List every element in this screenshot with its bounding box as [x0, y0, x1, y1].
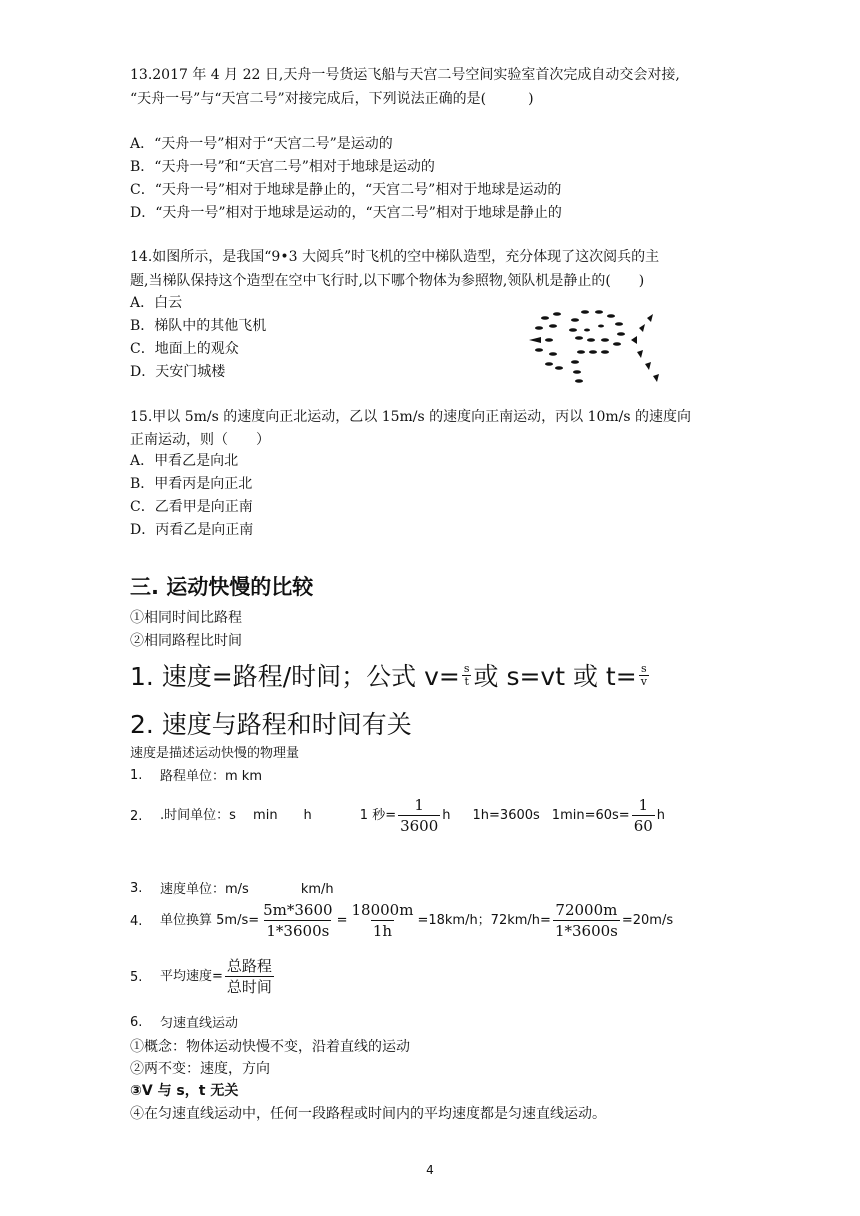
item-number-1: 1. — [130, 768, 143, 783]
fraction-5m-3600 — [261, 900, 334, 941]
item-unit-conversion — [160, 900, 673, 941]
fraction-denominator: v — [640, 674, 647, 688]
q13-option-c: C．“天舟一号”相对于地球是静止的，“天宫二号”相对于地球是运动的 — [130, 182, 562, 198]
uniform-independence: ③V 与 s，t 无关 — [130, 1083, 239, 1099]
item-speed-units: 速度单位：m/s km/h — [160, 882, 334, 897]
item-number-4: 4. — [130, 914, 143, 929]
speed-formula-heading — [130, 657, 651, 693]
fraction-denominator: 3600 — [400, 817, 439, 835]
q13-option-a: A．“天舟一号”相对于“天宫二号”是运动的 — [130, 136, 393, 152]
formula-middle: 或 s=vt 或 t= — [473, 662, 637, 691]
minute-conversion: 1min=60s= — [551, 807, 630, 823]
q14-option-b: B．梯队中的其他飞机 — [130, 318, 267, 334]
fraction-total-distance-over-time — [225, 956, 274, 997]
section-title: 三. 运动快慢的比较 — [130, 575, 314, 599]
conversion-middle: =18km/h；72km/h= — [417, 912, 551, 928]
item-number-6: 6. — [130, 1015, 143, 1030]
uniform-two-constants: ②两不变：速度，方向 — [130, 1061, 270, 1077]
item-number-5: 5. — [130, 970, 143, 985]
time-units-label: .时间单位：s min h — [160, 807, 312, 823]
q14-option-c: C．地面上的观众 — [130, 341, 239, 357]
q15-option-a: A．甲看乙是向北 — [130, 453, 239, 469]
uniform-average-speed: ④在匀速直线运动中，任何一段路程或时间内的平均速度都是匀速直线运动。 — [130, 1106, 606, 1122]
second-equals-label: 1 秒= — [359, 807, 397, 823]
item-average-speed — [160, 956, 276, 997]
conversion-result: =20m/s — [621, 912, 674, 928]
fraction-s-over-v — [639, 663, 649, 688]
fraction-numerator: 1 — [414, 796, 424, 814]
fraction-18000m-1h — [349, 900, 415, 941]
hour-unit: h — [656, 807, 666, 823]
fraction-denominator: 1*3600s — [266, 922, 330, 940]
q15-option-d: D．丙看乙是向正南 — [130, 522, 254, 538]
item-uniform-motion: 匀速直线运动 — [160, 1016, 239, 1031]
q14-stem-line2: 题,当梯队保持这个造型在空中飞行时,以下哪个物体为参照物,领队机是静止的( ) — [130, 273, 645, 289]
item-number-3: 3. — [130, 881, 143, 896]
point-same-time: ①相同时间比路程 — [130, 610, 242, 626]
fraction-numerator: s — [463, 661, 470, 675]
hour-unit: h — [442, 807, 451, 823]
conversion-label: 单位换算 5m/s= — [160, 912, 260, 928]
fraction-1-over-60 — [632, 795, 655, 836]
fraction-numerator: 总路程 — [226, 957, 272, 975]
fraction-denominator: t — [464, 674, 469, 688]
item-number-2: 2. — [130, 809, 143, 824]
page-number: 4 — [426, 1163, 434, 1177]
formula-prefix: 1. 速度=路程/时间；公式 v= — [130, 662, 460, 691]
q13-option-b: B．“天舟一号”和“天宫二号”相对于地球是运动的 — [130, 159, 435, 175]
q14-option-a: A．白云 — [130, 295, 183, 311]
q14-stem-line1: 14.如图所示，是我国“9•3 大阅兵”时飞机的空中梯队造型，充分体现了这次阅兵的主 — [130, 249, 660, 265]
item-time-units — [160, 795, 665, 836]
fraction-numerator: 72000m — [555, 901, 618, 919]
point-same-distance: ②相同路程比时间 — [130, 633, 242, 649]
speed-relation-heading: 2. 速度与路程和时间有关 — [130, 710, 412, 739]
fraction-s-over-t — [462, 663, 472, 688]
average-speed-label: 平均速度= — [160, 968, 223, 984]
fraction-1-over-3600 — [398, 795, 440, 836]
q15-option-b: B．甲看丙是向正北 — [130, 476, 253, 492]
equals-sign: = — [336, 912, 348, 928]
uniform-concept: ①概念：物体运动快慢不变，沿着直线的运动 — [130, 1039, 410, 1055]
fraction-denominator: 1*3600s — [554, 922, 618, 940]
q15-stem-line1: 15.甲以 5m/s 的速度向正北运动，乙以 15m/s 的速度向正南运动，丙以 10m/s 的速度向 — [130, 409, 692, 425]
fraction-numerator: 5m*3600 — [263, 901, 333, 919]
q13-stem-line2: “天舟一号”与“天宫二号”对接完成后，下列说法正确的是( ) — [130, 91, 534, 107]
aircraft-formation-figure — [527, 306, 662, 386]
fraction-denominator: 总时间 — [226, 978, 272, 996]
fraction-numerator: s — [640, 661, 647, 675]
fraction-denominator: 1h — [372, 922, 393, 940]
q13-option-d: D．“天舟一号”相对于地球是运动的，“天宫二号”相对于地球是静止的 — [130, 205, 562, 221]
q13-stem-line1: 13.2017 年 4 月 22 日,天舟一号货运飞船与天宫二号空间实验室首次完成自动交会对接, — [130, 67, 680, 83]
fraction-72000m-3600s — [553, 900, 620, 941]
item-distance-units: 路程单位：m km — [160, 769, 262, 784]
fraction-numerator: 1 — [638, 796, 648, 814]
fraction-denominator: 60 — [633, 817, 653, 835]
hour-conversion: 1h=3600s — [472, 807, 540, 823]
q14-option-d: D．天安门城楼 — [130, 364, 226, 380]
speed-description: 速度是描述运动快慢的物理量 — [130, 746, 300, 761]
q15-option-c: C．乙看甲是向正南 — [130, 499, 253, 515]
q15-stem-line2: 正南运动，则（ ） — [130, 432, 270, 448]
fraction-numerator: 18000m — [351, 901, 414, 919]
